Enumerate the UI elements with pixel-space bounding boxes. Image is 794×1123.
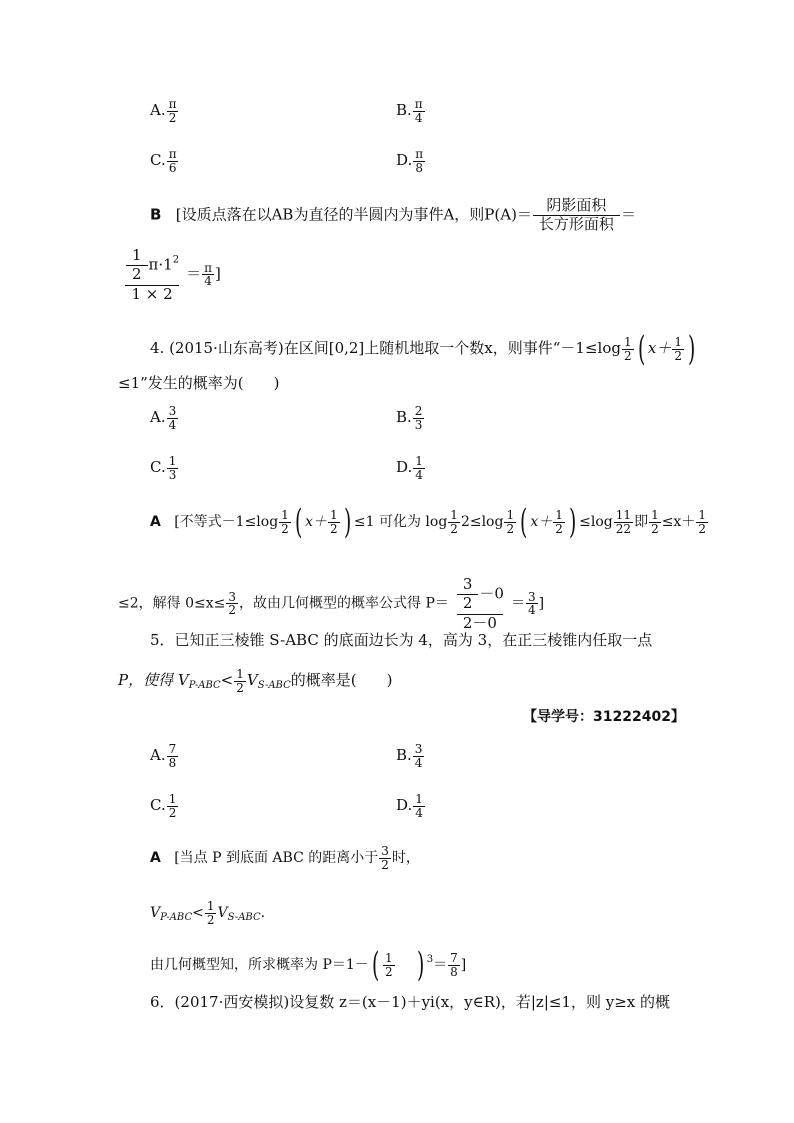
q5-answer-line1: A [当点 P 到底面 ABC 的距离小于 $\frac{3}{2}$ 时，	[150, 844, 420, 872]
q3-option-c: C. $\frac{\pi}{6}$	[150, 147, 177, 175]
q4-stem-line1: 4. (2015·山东高考)在区间[0,2]上随机地取一个数x，则事件“－1≤log $\frac{1}{2}$ ( x＋ $\frac{1}{2}$ )	[150, 329, 696, 369]
q5-option-d: D. $\frac{1}{4}$	[396, 792, 423, 820]
q5-option-c: C. $\frac{1}{2}$	[150, 792, 177, 820]
q4-answer-line2: ≤2，解得 0≤x≤ $\frac{3}{2}$ ，故由几何概型的概率公式得 P＝ $\frac{3}{2}$ －0 2－0 ＝ $\frac{3}{4}$ ]	[118, 575, 545, 632]
q4-option-b: B. $\frac{2}{3}$	[396, 404, 423, 432]
q6-stem: 6．(2017·西安模拟)设复数 z＝(x－1)＋yi(x，y∈R)，若|z|≤1，则 y≥x 的概	[150, 993, 671, 1011]
q4-answer-line1: A [不等式－1≤log $\frac{1}{2}$ ( x＋ $\frac{1}{2}$ ) ≤1 可化为 log $\frac{1}{2}$ 2≤log $\frac{1}{2}$ ( x＋ $\frac{1}{2}$ ) ≤log $\frac{11}{22}$ 即 $\frac{1}{2}$ ≤x＋ $\frac{1}{2}$	[150, 502, 706, 542]
q5-option-b: B. $\frac{3}{4}$	[396, 742, 423, 770]
q3-answer-line1: B [设质点落在以AB为直径的半圆内为事件A，则P(A)＝ $\frac{\text{阴影面积}}{\text{长方形面积}}$ ＝	[150, 196, 636, 233]
q3-option-a: A. $\frac{\pi}{2}$	[150, 97, 177, 125]
q4-option-a: A. $\frac{3}{4}$	[150, 404, 177, 432]
q3-answer-calc: $\frac{1}{2}$ $\pi\cdot 1^2$ 1 × 2 ＝ $\frac{\pi}{4}$ ]	[118, 246, 221, 303]
q5-stem-line1: 5．已知正三棱锥 S-ABC 的底面边长为 4，高为 3，在正三棱锥内任取一点	[150, 631, 653, 649]
q5-answer-line3: 由几何概型知，所求概率为 P＝1－( $\frac{1}{2}$ ) $^3$＝ $\frac{7}{8}$ ]	[150, 945, 467, 985]
q3-option-b: B. $\frac{\pi}{4}$	[396, 97, 423, 125]
q5-stem-line2: P，使得 $V_{P-ABC}<$ $\frac{1}{2}$ $V_{S-ABC}$的概率是( )	[118, 667, 393, 695]
q4-stem-line2: ≤1”发生的概率为( )	[118, 374, 280, 392]
guide-number: 【导学号：31222402】	[523, 709, 685, 725]
q3-option-d: D. $\frac{\pi}{8}$	[396, 147, 424, 175]
q5-option-a: A. $\frac{7}{8}$	[150, 742, 177, 770]
q5-answer-line2: $V_{P-ABC}<$ $\frac{1}{2}$ $V_{S-ABC}$.	[150, 899, 266, 927]
q4-option-c: C. $\frac{1}{3}$	[150, 454, 177, 482]
q4-option-d: D. $\frac{1}{4}$	[396, 454, 423, 482]
